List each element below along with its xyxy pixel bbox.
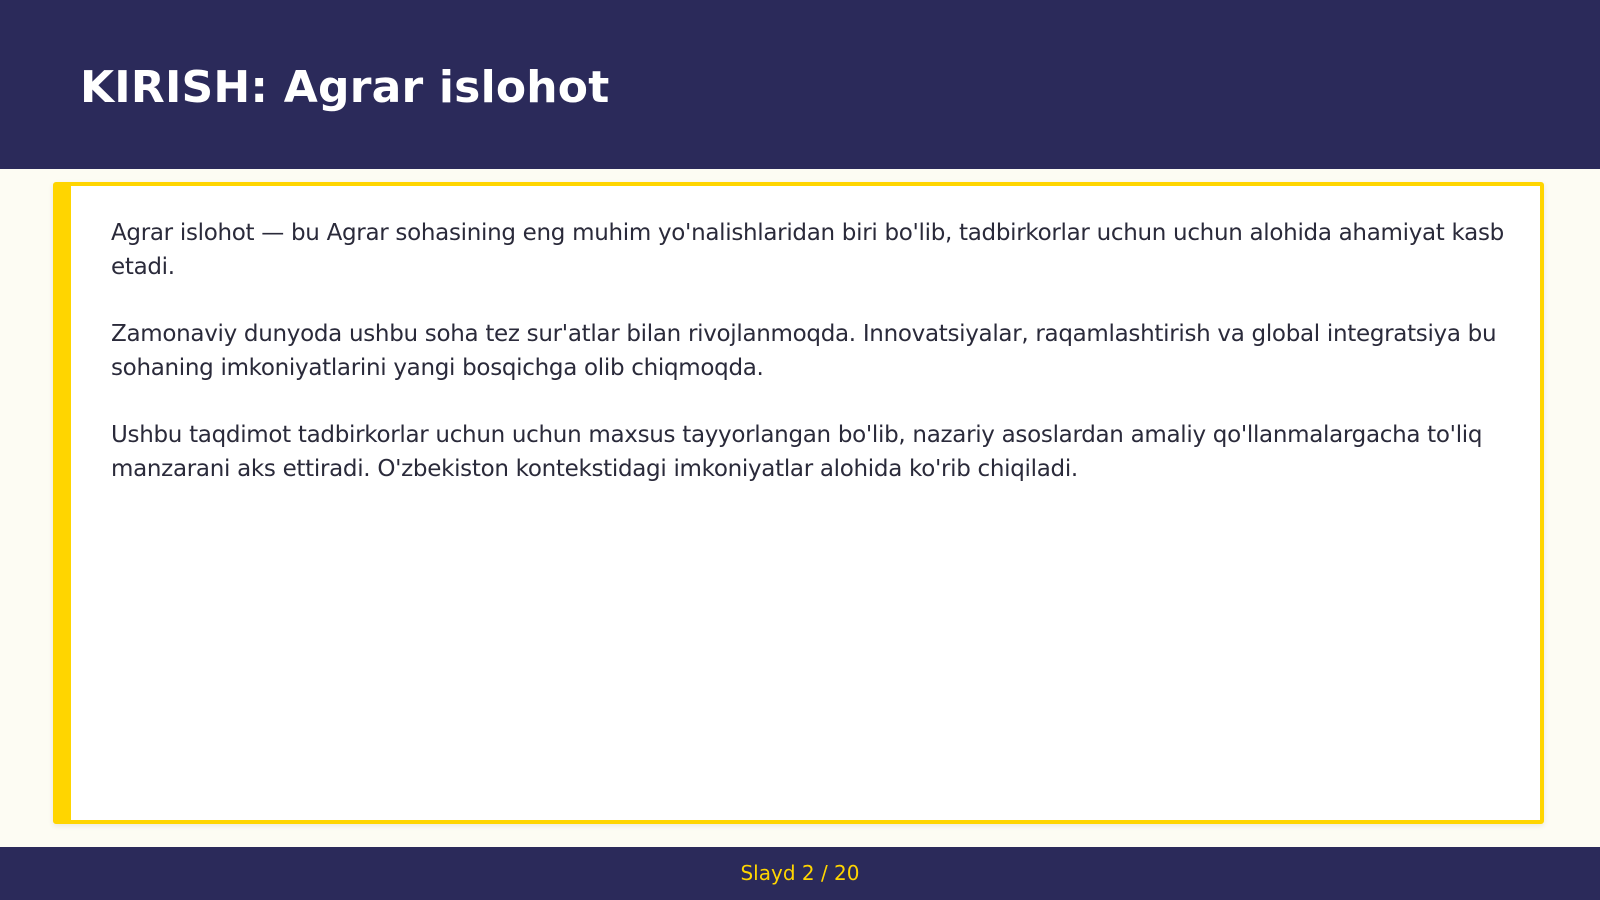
- slide-header: [0, 0, 1600, 169]
- slide-title: KIRISH: Agrar islohot: [80, 62, 610, 113]
- slide-counter: Slayd 2 / 20: [740, 861, 860, 885]
- content-card: [53, 182, 1544, 824]
- paragraph-modern-world: Zamonaviy dunyoda ushbu soha tez sur'atlar bilan rivojlanmoqda. Innovatsiyalar, raqamlashtirish va global integratsiya bu sohaning imkoniyatlarini yangi bosqichga olib chiqmoqda.: [111, 321, 1497, 381]
- paragraph-presentation-scope: Ushbu taqdimot tadbirkorlar uchun uchun maxsus tayyorlangan bo'lib, nazariy asoslardan amaliy qo'llanmalargacha to'liq manzarani aks ettiradi. O'zbekiston kontekstidagi imkoniyatlar alohida ko'rib chiqiladi.: [111, 422, 1483, 482]
- slide-footer: [0, 847, 1600, 900]
- content-text-block: [111, 216, 1511, 519]
- paragraph-intro: Agrar islohot — bu Agrar sohasining eng muhim yo'nalishlaridan biri bo'lib, tadbirkorlar uchun uchun alohida ahamiyat kasb etadi.: [111, 220, 1504, 280]
